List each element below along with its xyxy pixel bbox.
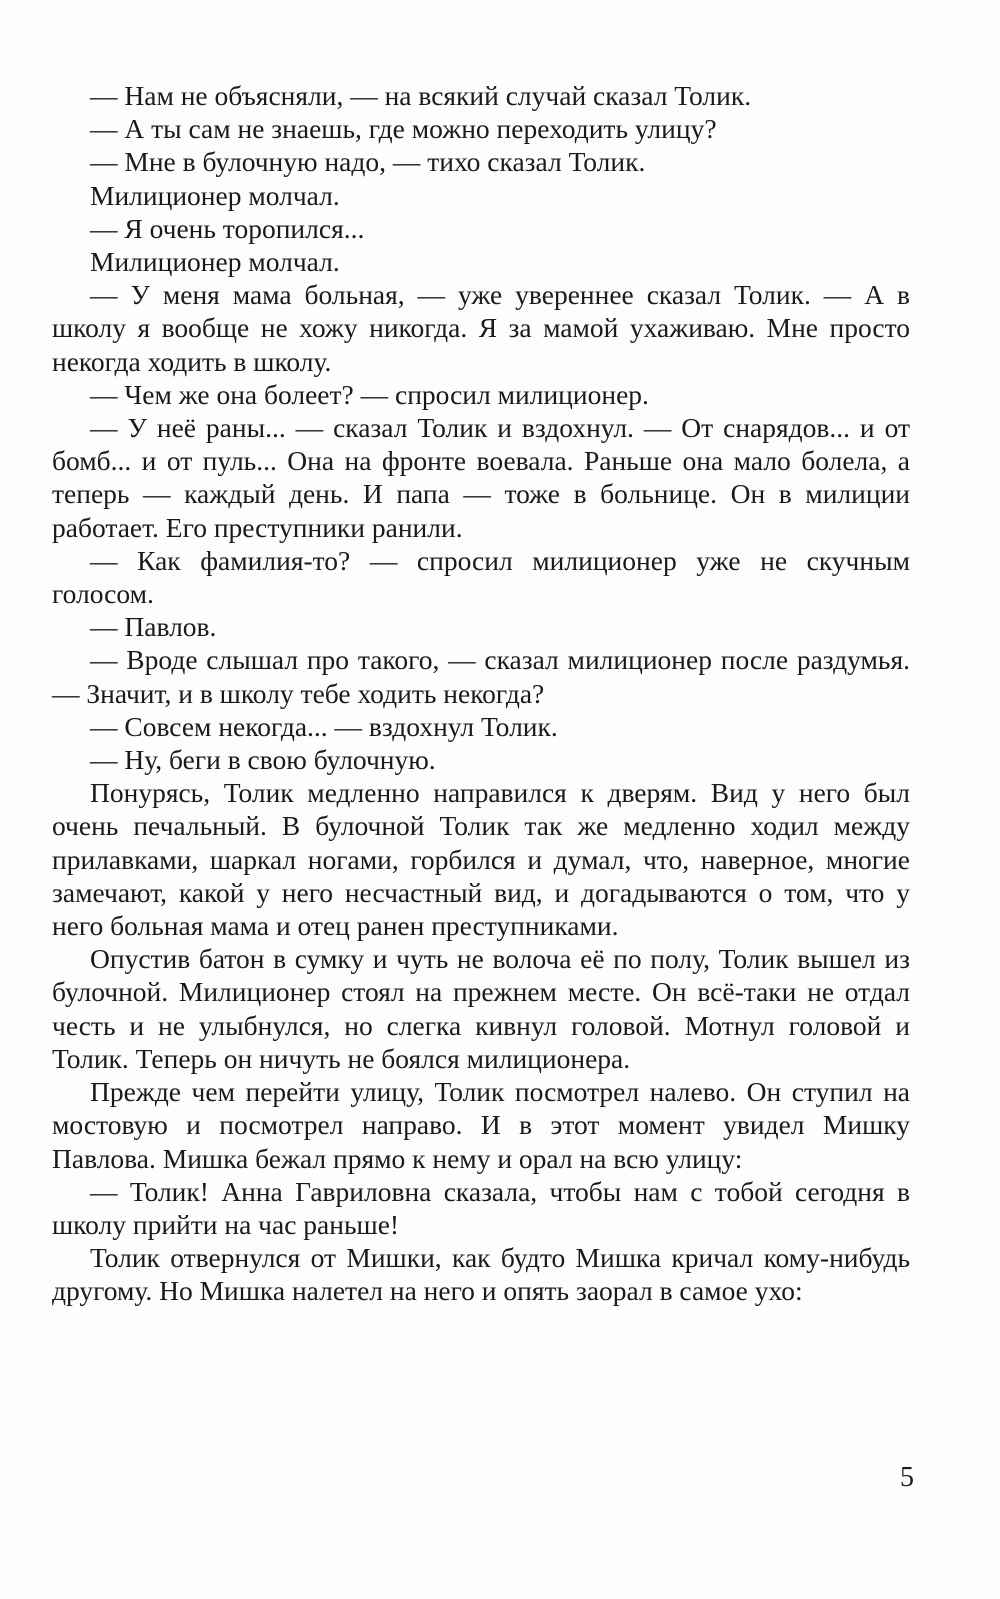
paragraph: — Ну, беги в свою булочную. — [90, 744, 436, 776]
paragraph: — Нам не объясняли, — на всякий случай сказал Толик. — [90, 80, 752, 111]
paragraph: Прежде чем перейти улицу, Толик посмотрел налево. Он ступил на мостовую и посмотрел направо. И в этот момент увидел Мишку Павлова. Мишка бежал прямо к нему и орал на всю улицу: — [52, 1076, 910, 1174]
body-text — [52, 79, 910, 1308]
paragraph: — Как фамилия-то? — спросил милиционер уже не скучным голосом. — [52, 544, 910, 610]
paragraph: — А ты сам не знаешь, где можно переходить улицу? — [90, 113, 717, 145]
paragraph: — Чем же она болеет? — спросил милиционер. — [90, 378, 649, 410]
paragraph: Толик отвернулся от Мишки, как будто Мишка кричал кому-нибудь другому. Но Мишка налетел на него и опять заорал в самое ухо: — [52, 1242, 910, 1307]
paragraph: Опустив батон в сумку и чуть не волоча её по полу, Толик вышел из булочной. Милиционер стоял на прежнем месте. Он всё-таки не отдал честь и не улыбнулся, но слегка кивнул головой. Мотнул головой и Толик. Теперь он ничуть не боялся милиционера. — [52, 943, 910, 1074]
paragraph: Милиционер молчал. — [90, 246, 340, 278]
paragraph: — У неё раны... — сказал Толик и вздохнул. — От снарядов... и от бомб... и от пуль... Она на фронте воевала. Раньше она мало болела, а теперь — каждый день. И папа — тоже в больнице. Он в милиции работает. Его преступники ранили. — [52, 412, 910, 543]
paragraph: — У меня мама больная, — уже увереннее сказал Толик. — А в школу я вообще не хожу никогда. Я за мамой ухаживаю. Мне просто некогда ходить в школу. — [52, 279, 910, 377]
paragraph: — Толик! Анна Гавриловна сказала, чтобы нам с тобой сегодня в школу прийти на час раньше! — [52, 1175, 910, 1240]
paragraph: — Павлов. — [90, 611, 217, 643]
paragraph: Милиционер молчал. — [90, 179, 340, 211]
page-number: 5 — [900, 1462, 914, 1493]
paragraph: — Я очень торопился... — [90, 212, 365, 244]
paragraph: — Совсем некогда... — вздохнул Толик. — [90, 710, 558, 742]
paragraph: — Вроде слышал про такого, — сказал милиционер после раздумья. — Значит, и в школу тебе ходить некогда? — [52, 644, 910, 709]
paragraph: Понурясь, Толик медленно направился к дверям. Вид у него был очень печальный. В булочной Толик так же медленно ходил между прилавками, шаркал ногами, горбился и думал, что, наверное, многие замечают, какой у него несчастный вид, и догадываются о том, что у него больная мама и отец ранен преступниками. — [52, 777, 910, 942]
paragraph: — Мне в булочную надо, — тихо сказал Толик. — [90, 146, 646, 178]
